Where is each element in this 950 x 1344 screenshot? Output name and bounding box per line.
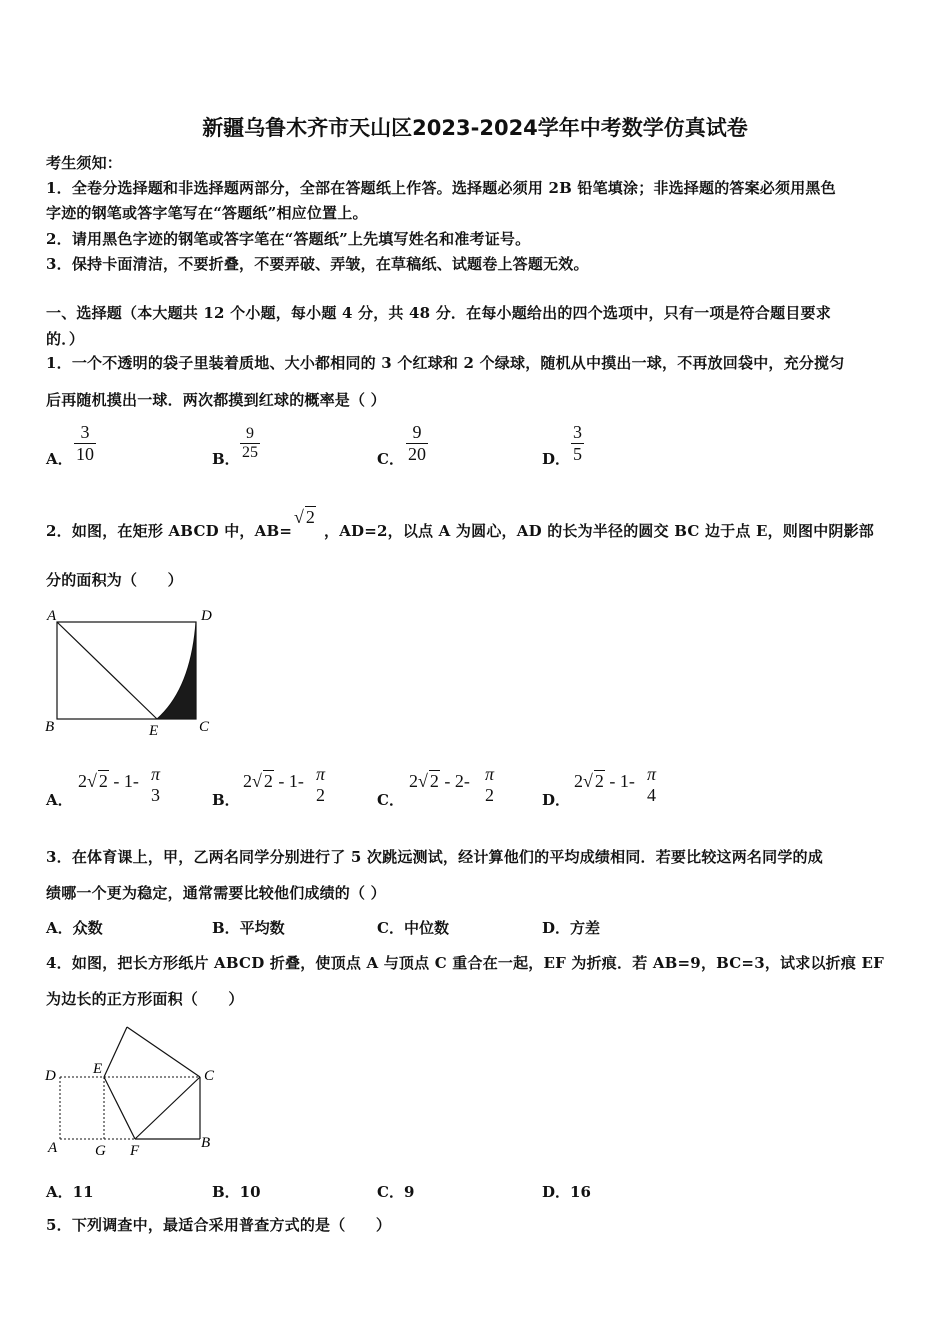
- q4-label-g: G: [95, 1143, 106, 1159]
- q4-line-folded-1: [104, 1027, 127, 1077]
- notice-line-3: 3．保持卡面清洁，不要折叠，不要弄破、弄皱，在草稿纸、试题卷上答题无效。: [46, 255, 589, 273]
- q2-option-a-fraction: [149, 764, 162, 806]
- q2-option-d-fraction: [645, 764, 658, 806]
- q2-option-a-mid: - 1-: [108, 771, 144, 791]
- q4-label-e: E: [93, 1061, 103, 1077]
- q2-option-c-mid: - 2-: [439, 771, 475, 791]
- notice-line-1b: 字迹的钢笔或答字笔写在“答题纸”相应位置上。: [46, 204, 368, 222]
- q1-option-d-num: 3: [573, 422, 582, 442]
- section-heading-line-1: 一、选择题（本大题共 12 个小题，每小题 4 分，共 48 分．在每小题给出的四个选项中，只有一项是符合题目要求: [46, 304, 831, 322]
- q1-option-b-den: 25: [242, 444, 258, 461]
- q1-option-a-fraction: [74, 422, 96, 465]
- q1-option-c-fraction: [406, 422, 428, 465]
- q2-figure: [44, 604, 224, 742]
- q3-line-2: 绩哪一个更为稳定，通常需要比较他们成绩的（ ）: [46, 884, 386, 902]
- q1-option-b-num: 9: [246, 425, 254, 442]
- q4-label-a: A: [48, 1140, 58, 1156]
- q2-option-c-num: π: [485, 764, 495, 784]
- q2-option-c-rad: 2: [429, 771, 439, 791]
- q1-option-b-label: B．: [212, 450, 240, 468]
- q3-option-c: C．中位数: [377, 919, 449, 937]
- page-title: 新疆乌鲁木齐市天山区2023-2024学年中考数学仿真试卷: [202, 116, 748, 140]
- q2-option-c-den: 2: [485, 785, 495, 805]
- q2-option-b-num: π: [316, 764, 326, 784]
- q2-option-b-den: 2: [316, 785, 326, 805]
- q2-sqrt-radicand: 2: [305, 507, 315, 527]
- q4-line-ef: [104, 1077, 135, 1139]
- q2-line-1b: ，AD=2，以点 A 为圆心，AD 的长为半径的圆交 BC 边于点 E，则图中阴影部: [324, 522, 874, 540]
- q2-option-a-coef: 2: [78, 771, 87, 791]
- q5-line-1: 5．下列调查中，最适合采用普查方式的是（ ）: [46, 1216, 392, 1234]
- q2-label-a: A: [47, 608, 57, 624]
- q2-label-d: D: [201, 608, 212, 624]
- notice-heading: 考生须知：: [46, 154, 123, 172]
- q4-option-d: D．16: [542, 1183, 591, 1201]
- q4-label-f: F: [130, 1143, 140, 1159]
- q2-option-b-coef: 2: [243, 771, 252, 791]
- q2-option-d-den: 4: [647, 785, 657, 805]
- q1-option-a-num: 3: [80, 422, 90, 442]
- q1-option-a-label: A．: [46, 450, 73, 468]
- q4-option-c: C．9: [377, 1183, 415, 1201]
- q1-option-c-num: 9: [412, 422, 422, 442]
- q3-option-b: B．平均数: [212, 919, 285, 937]
- q2-shaded-region: [157, 622, 196, 719]
- q2-option-d-expression: 2√ 2 - 1-: [574, 771, 640, 791]
- q2-sqrt-expression: √ 2: [294, 507, 315, 527]
- q4-label-d: D: [45, 1068, 56, 1084]
- q4-option-a: A．11: [46, 1183, 94, 1201]
- q2-option-b-label: B．: [212, 791, 240, 809]
- q4-line-fc: [135, 1077, 200, 1139]
- q3-option-a: A．众数: [46, 919, 103, 937]
- q4-label-b: B: [201, 1135, 211, 1151]
- q1-option-c-den: 20: [408, 444, 426, 464]
- q2-option-c-coef: 2: [409, 771, 418, 791]
- q2-option-a-rad: 2: [98, 771, 108, 791]
- q2-option-b-expression: 2√ 2 - 1-: [243, 771, 309, 791]
- q3-line-1: 3．在体育课上，甲，乙两名同学分别进行了 5 次跳远测试，经计算他们的平均成绩相同．若要比较这两名同学的成: [46, 848, 823, 866]
- q3-option-d: D．方差: [542, 919, 601, 937]
- q2-option-d-mid: - 1-: [604, 771, 640, 791]
- section-heading-line-2: 的．）: [46, 330, 85, 348]
- q2-label-c: C: [199, 719, 210, 735]
- q2-option-d-coef: 2: [574, 771, 583, 791]
- q2-line-ae: [57, 622, 157, 719]
- q2-option-a-den: 3: [151, 785, 161, 805]
- q2-option-a-label: A．: [46, 791, 73, 809]
- q2-label-e: E: [149, 723, 159, 739]
- q1-option-d-fraction: [571, 422, 584, 465]
- q2-option-c-expression: 2√ 2 - 2-: [409, 771, 475, 791]
- q2-label-b: B: [45, 719, 55, 735]
- q2-option-a-num: π: [151, 764, 161, 784]
- q4-label-c: C: [204, 1068, 215, 1084]
- q1-option-a-den: 10: [76, 444, 94, 464]
- q4-line-1: 4．如图，把长方形纸片 ABCD 折叠，使顶点 A 与顶点 C 重合在一起，EF 为折痕．若 AB=9，BC=3，试求以折痕 EF: [46, 954, 884, 972]
- q2-option-d-rad: 2: [594, 771, 604, 791]
- q4-option-b: B．10: [212, 1183, 261, 1201]
- q2-option-b-mid: - 1-: [273, 771, 309, 791]
- q1-option-d-label: D．: [542, 450, 571, 468]
- q4-line-2: 为边长的正方形面积（ ）: [46, 990, 244, 1008]
- q2-line-1a: 2．如图，在矩形 ABCD 中，AB=: [46, 522, 293, 540]
- q1-line-1: 1．一个不透明的袋子里装着质地、大小都相同的 3 个红球和 2 个绿球，随机从中摸出一球，不再放回袋中，充分搅匀: [46, 354, 845, 372]
- q1-option-c-label: C．: [377, 450, 404, 468]
- q2-option-c-label: C．: [377, 791, 404, 809]
- q4-line-folded-2: [127, 1027, 200, 1077]
- q2-option-d-label: D．: [542, 791, 571, 809]
- q2-option-c-fraction: [483, 764, 496, 806]
- q4-figure: [42, 1022, 232, 1162]
- q2-option-b-fraction: [314, 764, 327, 806]
- notice-line-2: 2．请用黑色字迹的钢笔或答字笔在“答题纸”上先填写姓名和准考证号。: [46, 230, 531, 248]
- q2-option-a-expression: 2√ 2 - 1-: [78, 771, 144, 791]
- notice-line-1a: 1．全卷分选择题和非选择题两部分，全部在答题纸上作答。选择题必须用 2B 铅笔填涂；非选择题的答案必须用黑色: [46, 179, 836, 197]
- q1-option-d-den: 5: [573, 444, 582, 464]
- q2-line-2: 分的面积为（ ）: [46, 571, 183, 589]
- q2-option-d-num: π: [647, 764, 657, 784]
- q1-line-2: 后再随机摸出一球．两次都摸到红球的概率是（ ）: [46, 391, 386, 409]
- q2-option-b-rad: 2: [263, 771, 273, 791]
- q1-option-b-fraction: [240, 425, 260, 462]
